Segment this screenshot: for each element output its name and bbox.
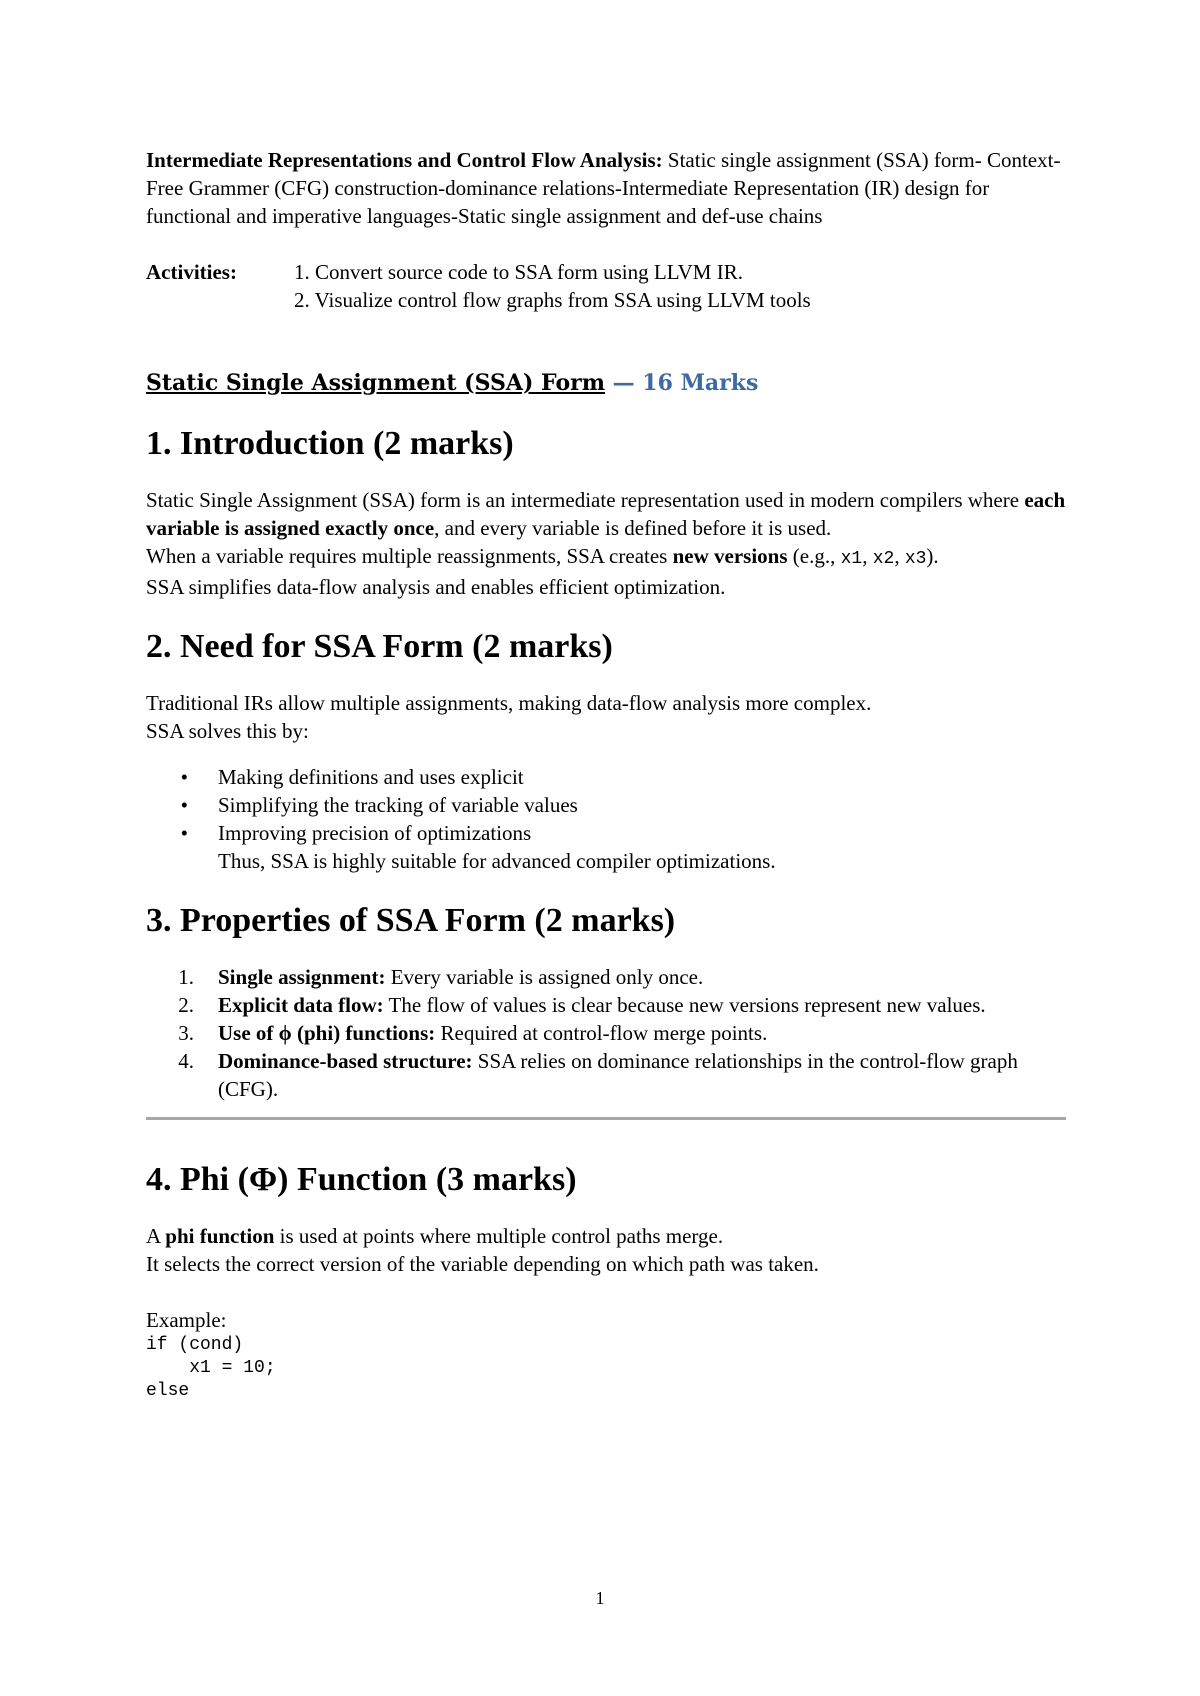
syllabus-text: Static single assignment (SSA) form- Context-Free Grammer (CFG) construction-dominance relations-Intermediate Representation (IR) design for functional and imperative languages-Static single assignment and def-use chains	[146, 148, 1061, 228]
activities-list	[294, 258, 1066, 314]
list-item	[178, 1047, 1066, 1103]
list-number: 2.	[178, 993, 194, 1017]
need-paragraph-1: Traditional IRs allow multiple assignments, making data-flow analysis more complex.	[146, 691, 872, 715]
syllabus-intro	[146, 146, 1066, 230]
list-number: 3.	[178, 1021, 194, 1045]
list-item	[178, 991, 1066, 1019]
page-content	[146, 146, 1066, 1403]
activity-item: 2. Visualize control flow graphs from SSA using LLVM tools	[294, 288, 811, 312]
list-item	[178, 1019, 1066, 1047]
bold-run: Dominance-based structure:	[218, 1049, 473, 1073]
bold-run: new versions	[672, 544, 788, 568]
bold-run: Single assignment:	[218, 965, 386, 989]
list-number: 1.	[178, 965, 194, 989]
activity-item: 1. Convert source code to SSA form using LLVM IR.	[294, 260, 743, 284]
text-run: , and every variable is defined before it is used.	[434, 516, 832, 540]
code-run: x1	[840, 549, 863, 569]
intro-paragraph-1	[146, 486, 1066, 542]
text-run: ,	[862, 544, 873, 568]
activities-block	[146, 258, 1066, 314]
bold-run: Explicit data flow:	[218, 993, 384, 1017]
code-line: x1 = 10;	[146, 1358, 276, 1378]
code-line: if (cond)	[146, 1335, 244, 1355]
list-item	[178, 963, 1066, 991]
bold-run: Use of ϕ (phi) functions:	[218, 1021, 436, 1045]
section-heading-introduction: 1. Introduction (2 marks)	[146, 425, 514, 462]
text-run: Static Single Assignment (SSA) form is an intermediate representation used in modern compilers where	[146, 488, 1025, 512]
list-item	[180, 819, 1066, 847]
text-run: ,	[894, 544, 905, 568]
need-paragraph-2: SSA solves this by:	[146, 719, 309, 743]
phi-paragraph-2: It selects the correct version of the variable depending on which path was taken.	[146, 1252, 819, 1276]
bullet-icon: •	[180, 821, 188, 845]
intro-paragraph-3: SSA simplifies data-flow analysis and enables efficient optimization.	[146, 575, 726, 599]
page-number: 1	[595, 1588, 605, 1608]
bullet-icon: •	[180, 765, 188, 789]
section-heading-need: 2. Need for SSA Form (2 marks)	[146, 628, 613, 665]
list-item-text: Making definitions and uses explicit	[218, 765, 524, 789]
text-run: Required at control-flow merge points.	[435, 1021, 768, 1045]
intro-paragraph-2	[146, 542, 1066, 573]
text-run: Every variable is assigned only once.	[385, 965, 704, 989]
ssa-title-underlined: Static Single Assignment (SSA) Form	[146, 370, 605, 396]
bold-run: phi function	[165, 1224, 275, 1248]
text-run: is used at points where multiple control paths merge.	[274, 1224, 724, 1248]
ssa-title-marks: — 16 Marks	[604, 370, 759, 396]
section-heading-phi: 4. Phi (Φ) Function (3 marks)	[146, 1161, 577, 1198]
list-continuation: Thus, SSA is highly suitable for advanced compiler optimizations.	[218, 849, 776, 873]
activities-label: Activities:	[146, 260, 237, 284]
list-item	[180, 791, 1066, 819]
list-item	[180, 763, 1066, 791]
list-number: 4.	[178, 1049, 194, 1073]
section-heading-properties: 3. Properties of SSA Form (2 marks)	[146, 902, 676, 939]
phi-paragraph-1	[146, 1222, 1066, 1250]
bullet-icon: •	[180, 793, 188, 817]
list-item-text: Improving precision of optimizations	[218, 821, 532, 845]
text-run: ).	[926, 544, 939, 568]
list-item-text: Simplifying the tracking of variable values	[218, 793, 578, 817]
text-run: (e.g.,	[787, 544, 841, 568]
code-run: x2	[872, 549, 895, 569]
code-run: x3	[904, 549, 927, 569]
text-run: The flow of values is clear because new versions represent new values.	[383, 993, 986, 1017]
need-bullet-list	[146, 763, 1066, 875]
horizontal-divider	[146, 1117, 1066, 1120]
code-line: else	[146, 1381, 190, 1401]
syllabus-heading: Intermediate Representations and Control Flow Analysis:	[146, 148, 663, 172]
text-run: When a variable requires multiple reassignments, SSA creates	[146, 544, 673, 568]
ssa-form-title	[146, 368, 1066, 398]
bold-run: each variable is assigned exactly once	[146, 488, 1066, 540]
text-run: A	[146, 1224, 166, 1248]
properties-list	[146, 963, 1066, 1103]
example-label: Example:	[146, 1308, 227, 1332]
spacer	[146, 1278, 1066, 1306]
text-run: SSA relies on dominance relationships in the control-flow graph (CFG).	[218, 1049, 1018, 1101]
